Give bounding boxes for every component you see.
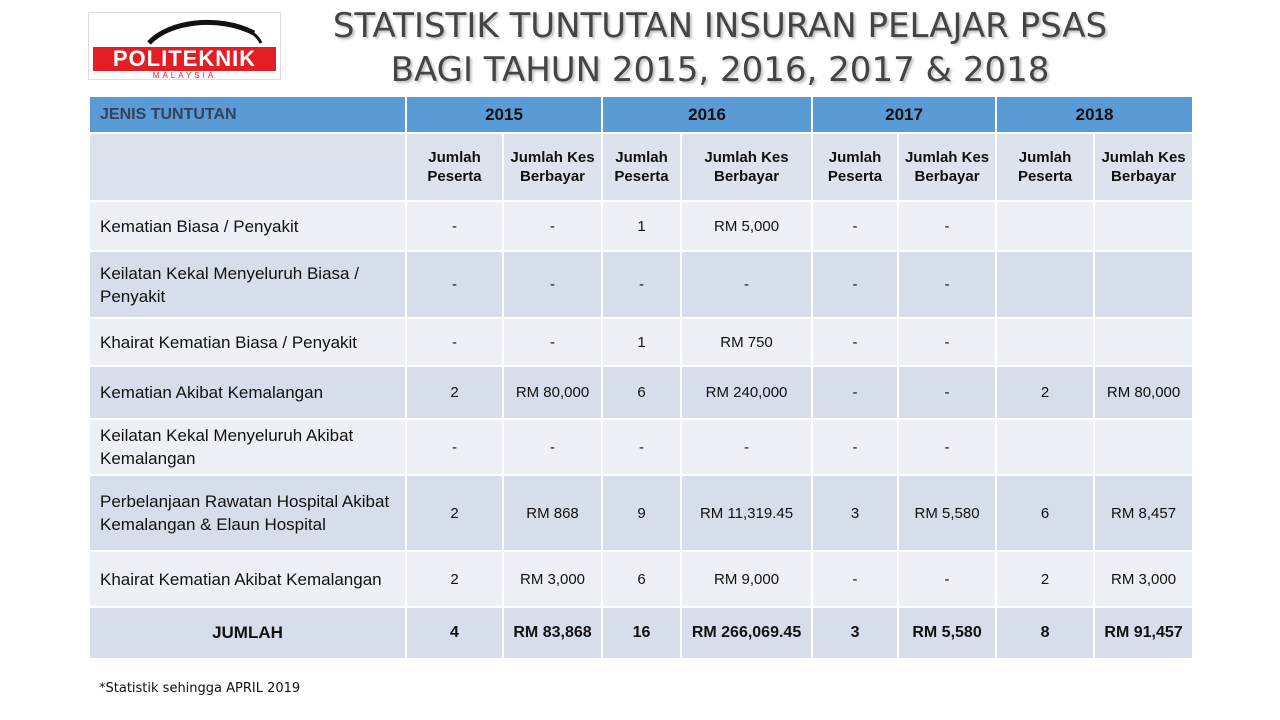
- year-header-row: [89, 96, 1193, 133]
- table-cell: -: [812, 201, 898, 251]
- table-cell: RM 750: [681, 318, 812, 366]
- table-cell: [1094, 419, 1193, 475]
- logo-subtitle: MALAYSIA: [152, 71, 217, 80]
- total-cell: 4: [406, 607, 503, 659]
- table-row: [89, 551, 1193, 607]
- total-row: [89, 607, 1193, 659]
- table-cell: RM 8,457: [1094, 475, 1193, 551]
- claims-table: [88, 95, 1194, 660]
- table-row: [89, 251, 1193, 318]
- total-cell: 3: [812, 607, 898, 659]
- year-header: 2018: [996, 96, 1193, 133]
- table-cell: -: [406, 251, 503, 318]
- claim-type-label: Kematian Akibat Kemalangan: [89, 366, 406, 419]
- table-cell: RM 5,000: [681, 201, 812, 251]
- table-cell: 2: [406, 366, 503, 419]
- table-cell: [1094, 201, 1193, 251]
- table-cell: 6: [602, 551, 681, 607]
- sub-header: Jumlah Kes Berbayar: [1094, 133, 1193, 201]
- sub-header: Jumlah Peserta: [812, 133, 898, 201]
- table-cell: -: [812, 419, 898, 475]
- year-header: 2015: [406, 96, 602, 133]
- claim-type-label: Keilatan Kekal Menyeluruh Biasa / Penyakit: [89, 251, 406, 318]
- table-cell: -: [602, 251, 681, 318]
- empty-header-cell: [89, 133, 406, 201]
- total-cell: RM 266,069.45: [681, 607, 812, 659]
- sub-header: Jumlah Kes Berbayar: [898, 133, 996, 201]
- table-cell: -: [898, 551, 996, 607]
- table-cell: 6: [996, 475, 1094, 551]
- table-cell: [996, 201, 1094, 251]
- table-cell: 2: [996, 551, 1094, 607]
- table-cell: RM 80,000: [503, 366, 602, 419]
- logo-wordmark: POLITEKNIK: [93, 47, 276, 71]
- sub-header: Jumlah Peserta: [996, 133, 1094, 201]
- table-cell: RM 9,000: [681, 551, 812, 607]
- table-cell: 2: [996, 366, 1094, 419]
- title-line-1: STATISTIK TUNTUTAN INSURAN PELAJAR PSAS: [332, 6, 1108, 46]
- table-cell: RM 240,000: [681, 366, 812, 419]
- total-cell: RM 91,457: [1094, 607, 1193, 659]
- table-cell: RM 5,580: [898, 475, 996, 551]
- total-cell: RM 5,580: [898, 607, 996, 659]
- table-cell: RM 3,000: [503, 551, 602, 607]
- sub-header: Jumlah Kes Berbayar: [503, 133, 602, 201]
- total-cell: RM 83,868: [503, 607, 602, 659]
- table-cell: [1094, 251, 1193, 318]
- claim-type-label: Khairat Kematian Biasa / Penyakit: [89, 318, 406, 366]
- table-cell: -: [812, 251, 898, 318]
- table-cell: 6: [602, 366, 681, 419]
- claim-type-label: Perbelanjaan Rawatan Hospital Akibat Kemalangan & Elaun Hospital: [89, 475, 406, 551]
- table-cell: -: [681, 419, 812, 475]
- table-row: [89, 419, 1193, 475]
- table-cell: 2: [406, 551, 503, 607]
- claim-type-header: JENIS TUNTUTAN: [89, 96, 406, 133]
- table-cell: 1: [602, 201, 681, 251]
- title-line-2: BAGI TAHUN 2015, 2016, 2017 & 2018: [390, 50, 1050, 90]
- politeknik-logo: [88, 12, 281, 80]
- table-row: [89, 366, 1193, 419]
- table-cell: [996, 318, 1094, 366]
- table-cell: RM 80,000: [1094, 366, 1193, 419]
- table-row: [89, 201, 1193, 251]
- table-cell: -: [503, 251, 602, 318]
- claim-type-label: Khairat Kematian Akibat Kemalangan: [89, 551, 406, 607]
- sub-header: Jumlah Peserta: [602, 133, 681, 201]
- table-cell: -: [406, 201, 503, 251]
- table-cell: -: [812, 318, 898, 366]
- sub-header: Jumlah Peserta: [406, 133, 503, 201]
- page-title: [300, 4, 1140, 92]
- table-cell: -: [406, 419, 503, 475]
- footnote: *Statistik sehingga APRIL 2019: [99, 681, 301, 696]
- table-cell: RM 11,319.45: [681, 475, 812, 551]
- table-cell: [1094, 318, 1193, 366]
- sub-header-row: [89, 133, 1193, 201]
- table-cell: -: [503, 201, 602, 251]
- table-cell: -: [503, 419, 602, 475]
- table-cell: RM 3,000: [1094, 551, 1193, 607]
- table-cell: -: [406, 318, 503, 366]
- total-cell: 16: [602, 607, 681, 659]
- total-label: JUMLAH: [89, 607, 406, 659]
- total-cell: 8: [996, 607, 1094, 659]
- table-row: [89, 318, 1193, 366]
- table-cell: -: [503, 318, 602, 366]
- table-cell: [996, 251, 1094, 318]
- table-cell: -: [812, 366, 898, 419]
- claim-type-label: Keilatan Kekal Menyeluruh Akibat Kemalangan: [89, 419, 406, 475]
- table-cell: -: [898, 251, 996, 318]
- table-cell: -: [898, 201, 996, 251]
- sub-header: Jumlah Kes Berbayar: [681, 133, 812, 201]
- year-header: 2016: [602, 96, 812, 133]
- table-cell: -: [898, 419, 996, 475]
- year-header: 2017: [812, 96, 996, 133]
- table-cell: RM 868: [503, 475, 602, 551]
- table-cell: 9: [602, 475, 681, 551]
- table-cell: 1: [602, 318, 681, 366]
- claim-type-label: Kematian Biasa / Penyakit: [89, 201, 406, 251]
- table-cell: -: [898, 318, 996, 366]
- table-row: [89, 475, 1193, 551]
- table-cell: 3: [812, 475, 898, 551]
- table-cell: -: [812, 551, 898, 607]
- table-cell: -: [602, 419, 681, 475]
- table-cell: -: [681, 251, 812, 318]
- table-cell: -: [898, 366, 996, 419]
- table-cell: [996, 419, 1094, 475]
- table-cell: 2: [406, 475, 503, 551]
